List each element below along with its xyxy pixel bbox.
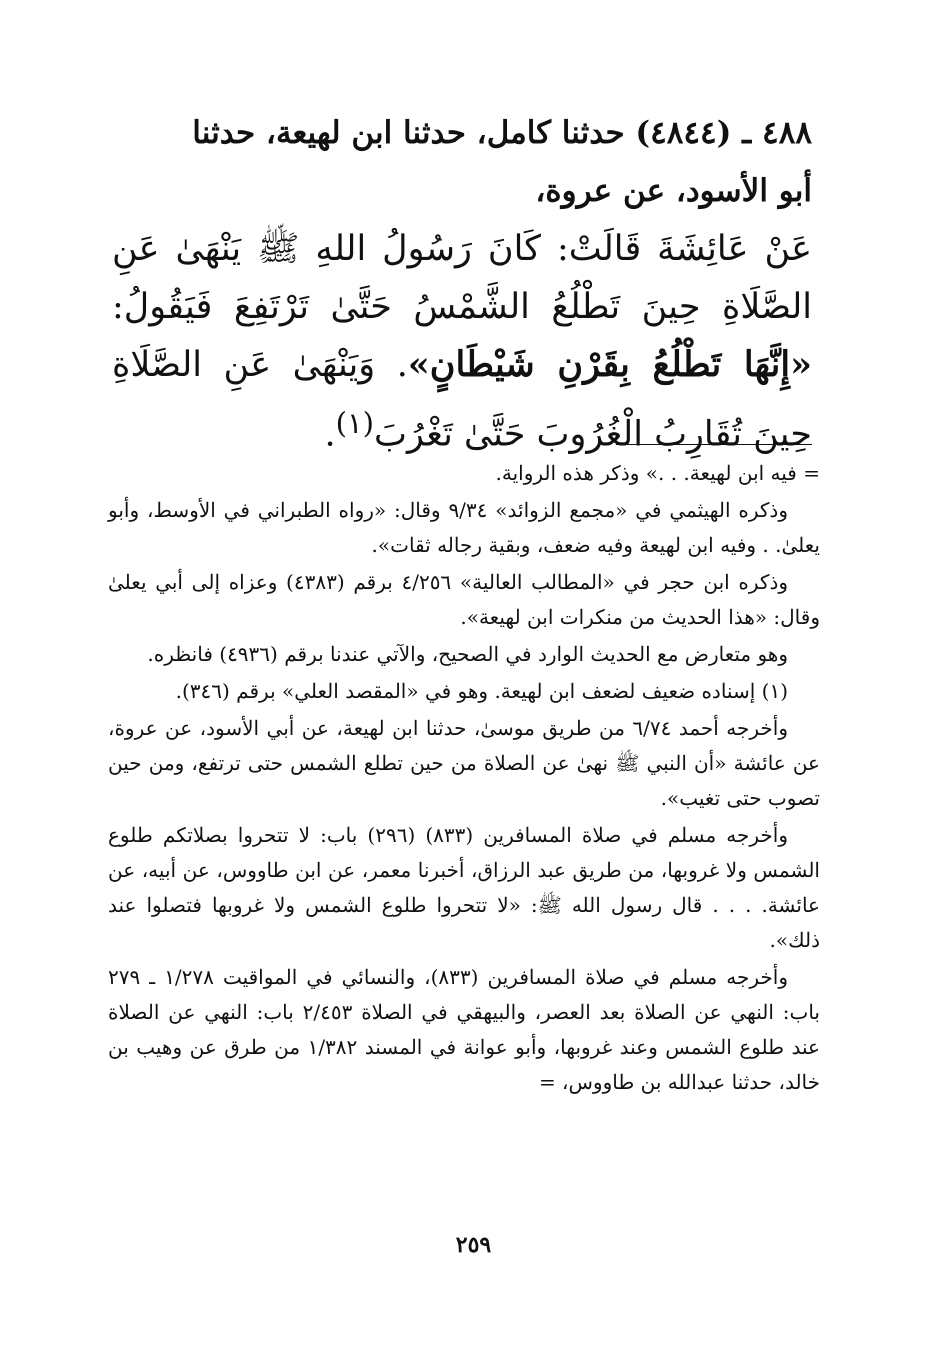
matn-paragraph	[112, 220, 812, 464]
isnad-line-1: ٤٨٨ ـ (٤٨٤٤) حدثنا كامل، حدثنا ابن لهيعة، حدثنا	[192, 115, 812, 151]
page-number: ٢٥٩	[455, 1232, 492, 1258]
footnote-paragraph: وأخرجه مسلم في صلاة المسافرين (٨٣٣)، والنسائي في المواقيت ١/٢٧٨ ـ ٢٧٩ باب: النهي عن الصلاة بعد العصر، والبيهقي في الصلاة ٢/٤٥٣ باب: النهي عن الصلاة عند طلوع الشمس وعند غروبها، وأبو عوانة في المسند ١/٣٨٢ من طرق عن وهيب بن خالد، حدثنا عبدالله بن طاووس، =	[108, 965, 820, 1094]
footnote-paragraph: وأخرجه مسلم في صلاة المسافرين (٨٣٣) (٢٩٦) باب: لا تتحروا بصلاتكم طلوع الشمس ولا غروبها، من طريق عبد الرزاق، أخبرنا معمر، عن ابن طاووس، عن أبيه، عن عائشة. . . . قال رسول الله ﷺ: «لا تتحروا طلوع الشمس ولا غروبها فتصلوا عند ذلك».	[108, 823, 820, 952]
matn-end: .	[324, 414, 336, 455]
footnote-separator	[616, 444, 812, 445]
footnote-paragraph: وأخرجه أحمد ٦/٧٤ من طريق موسىٰ، حدثنا ابن لهيعة، عن أبي الأسود، عن عروة، عن عائشة «أن النبي ﷺ نهىٰ عن الصلاة من حين تطلع الشمس حتى ترتفع، ومن حين تصوب حتى تغيب».	[108, 716, 820, 810]
hadith-isnad	[112, 104, 812, 220]
footnote-paragraph: وهو متعارض مع الحديث الوارد في الصحيح، والآتي عندنا برقم (٤٩٣٦) فانظره.	[147, 642, 788, 666]
footnote-continuation: = فيه ابن لهيعة. . .» وذكر هذه الرواية.	[495, 461, 820, 485]
prophetic-quote: «إِنَّهَا تَطْلُعُ بِقَرْنِ شَيْطَانٍ»	[407, 344, 812, 385]
footnote-paragraph: وذكره الهيثمي في «مجمع الزوائد» ٩/٣٤ وقال: «رواه الطبراني في الأوسط، وأبو يعلىٰ. . وفيه ابن لهيعة وفيه ضعف، وبقية رجاله ثقات».	[108, 498, 820, 557]
hadith-matn	[112, 220, 812, 464]
footnote-1: (١) إسناده ضعيف لضعف ابن لهيعة. وهو في «المقصد العلي» برقم (٣٤٦).	[175, 679, 788, 703]
matn-rest: . وَيَنْهَىٰ عَنِ الصَّلَاةِ حِينَ تُقَارِبُ الْغُرُوبَ حَتَّىٰ تَغْرُبَ	[112, 345, 812, 455]
footnotes	[108, 456, 820, 1102]
matn-intro: عَنْ عَائِشَةَ قَالَتْ: كَانَ رَسُولُ اللهِ ﷺ يَنْهَىٰ عَنِ الصَّلَاةِ حِينَ تَطْلُعُ الشَّمْسُ حَتَّىٰ تَرْتَفِعَ فَيَقُولُ:	[112, 229, 812, 327]
isnad-line-2: أبو الأسود، عن عروة،	[535, 173, 812, 209]
footnote-paragraph: وذكره ابن حجر في «المطالب العالية» ٤/٢٥٦ برقم (٤٣٨٣) وعزاه إلى أبي يعلىٰ وقال: «هذا الحديث من منكرات ابن لهيعة».	[108, 570, 820, 629]
footnote-ref: (١)	[335, 406, 374, 440]
